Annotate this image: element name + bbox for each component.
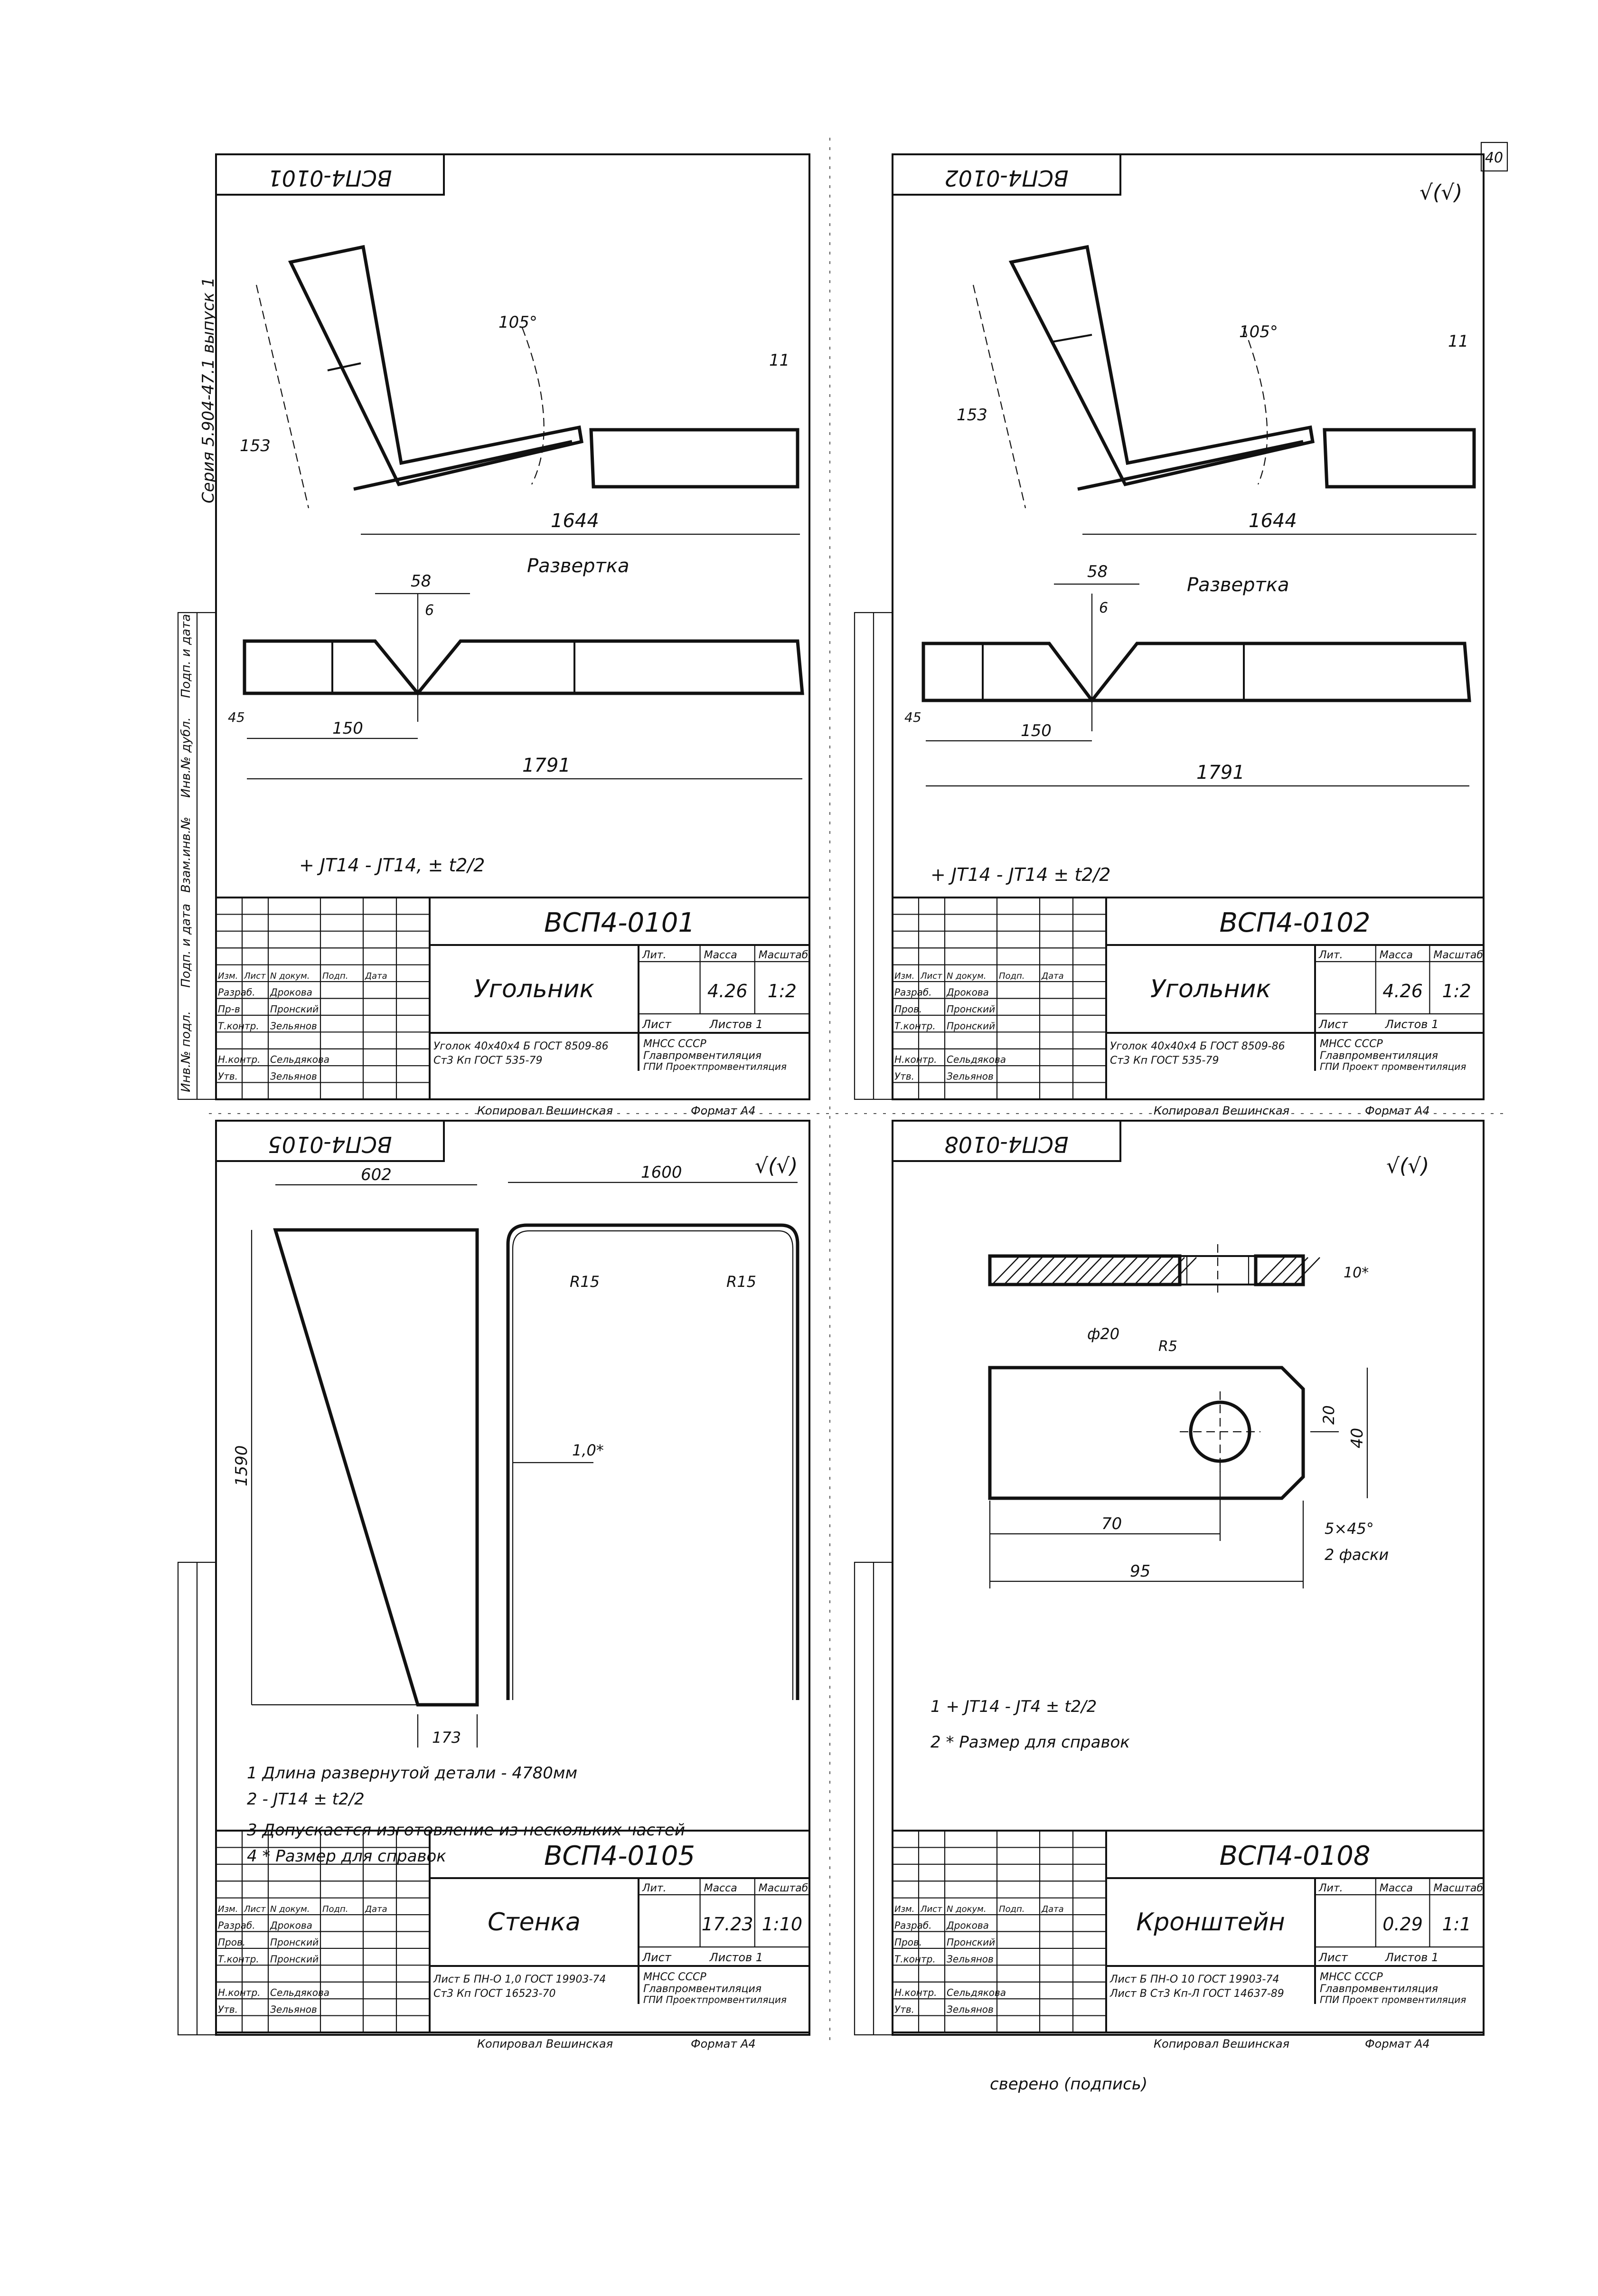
format-note: Формат А4	[1365, 2037, 1430, 2050]
dim-602: 602	[361, 1165, 392, 1184]
hatch-line	[992, 1257, 1018, 1285]
sheets-count-label: Листов 1	[1385, 1018, 1439, 1031]
staff-name: Дрокова	[947, 1919, 989, 1931]
dim-1590: 1590	[232, 1445, 251, 1486]
flat-pattern-label: Развертка	[1187, 574, 1289, 596]
staff-name: Зельянов	[947, 1953, 994, 1965]
staff-name: Зельянов	[270, 1070, 317, 1082]
title-header-cell: Изм.	[894, 1904, 915, 1915]
scale-value: 1:10	[761, 1914, 803, 1935]
org-line-1: МНСС СССР	[1320, 1971, 1383, 1983]
mirrored-code: ВСП4-0105	[268, 1132, 392, 1157]
dim-58: 58	[411, 572, 432, 591]
title-header-cell: Лист	[921, 1904, 942, 1915]
material-line-1: Уголок 40х40х4 Б ГОСТ 8509-86	[433, 1040, 609, 1052]
dim-length: 1644	[1249, 510, 1297, 532]
mass-value: 0.29	[1382, 1914, 1423, 1935]
dim-thickness: 11	[1448, 332, 1469, 351]
dim-angle: 105°	[498, 313, 537, 332]
title-header-cell: Изм.	[218, 971, 238, 982]
format-note: Формат А4	[691, 1104, 756, 1117]
note-1: 1 + JT14 - JT4 ± t2/2	[931, 1697, 1097, 1716]
staff-role: Разраб.	[894, 1919, 932, 1931]
note-3: 3 Допускается изготовление из нескольких частей	[247, 1821, 686, 1840]
title-blocks	[216, 898, 1484, 2050]
bracket-section	[990, 1244, 1303, 1296]
mass-label: Масса	[704, 949, 737, 961]
title-block	[893, 1831, 1484, 2050]
drawing-code: ВСП4-0102	[1219, 907, 1371, 938]
flat-pattern	[244, 594, 802, 779]
staff-role: Н.контр.	[218, 1054, 261, 1066]
scale-label: Масштаб	[758, 1882, 808, 1894]
hatch-line	[1040, 1257, 1066, 1285]
drawing-title: Стенка	[488, 1908, 581, 1937]
title-header-cell: Подп.	[322, 1904, 348, 1915]
mass-label: Масса	[1379, 949, 1413, 961]
dim-6: 6	[425, 602, 434, 619]
dim-45: 45	[904, 709, 921, 725]
scale-value: 1:2	[1442, 981, 1471, 1002]
staff-name: Пронский	[270, 1936, 319, 1948]
staff-role: Утв.	[218, 1070, 238, 1082]
title-header-cell: N докум.	[947, 971, 987, 982]
mass-value: 4.26	[1382, 981, 1423, 1002]
dim-leg: 153	[957, 406, 987, 425]
staff-role: Утв.	[894, 1070, 914, 1082]
staff-name: Зельянов	[947, 2003, 994, 2015]
mass-value: 4.26	[707, 981, 748, 1002]
note-2: 2 - JT14 ± t2/2	[247, 1790, 365, 1809]
sheets-count-label: Листов 1	[1385, 1951, 1439, 1964]
note-4: 4 * Размер для справок	[247, 1847, 446, 1866]
staff-role: Разраб.	[894, 986, 932, 998]
org-line-3: ГПИ Проектпромвентиляция	[643, 1061, 787, 1072]
dim-1600: 1600	[641, 1163, 682, 1182]
mirrored-code: ВСП4-0102	[944, 165, 1069, 191]
title-header-cell: N докум.	[947, 1904, 987, 1915]
section-hatch	[992, 1257, 1320, 1285]
flat-pattern	[923, 584, 1469, 786]
drawing-code: ВСП4-0108	[1219, 1841, 1371, 1871]
staff-role: Разраб.	[218, 1919, 255, 1931]
side-label-1: Подп. и дата	[179, 614, 193, 698]
scale-label: Масштаб	[758, 949, 808, 961]
staff-role: Н.контр.	[894, 1987, 937, 1999]
side-label-2: Инв.№ дубл.	[179, 717, 193, 798]
dim-150: 150	[332, 719, 363, 738]
material-line-2: Лист В Ст3 Кп-Л ГОСТ 14637-89	[1110, 1988, 1284, 2000]
org-line-2: Главпромвентиляция	[1320, 1050, 1438, 1062]
mirrored-code: ВСП4-0101	[268, 165, 392, 191]
mass-label: Масса	[1379, 1882, 1413, 1894]
title-header-cell: Лист	[244, 971, 266, 982]
tolerance-note: + JT14 - JT14, ± t2/2	[299, 855, 485, 876]
tolerance-note: + JT14 - JT14 ± t2/2	[931, 864, 1111, 885]
dim-20: 20	[1320, 1405, 1338, 1425]
copyist-note: Копировал Вешинская	[1154, 1104, 1290, 1117]
title-header-cell: Изм.	[894, 971, 915, 982]
side-label-3: Взам.инв.№	[179, 817, 193, 893]
dim-thickness: 1,0*	[572, 1441, 604, 1459]
staff-name: Зельянов	[947, 1070, 994, 1082]
staff-name: Зельянов	[270, 2003, 317, 2015]
chamfer-count: 2 фаски	[1325, 1546, 1389, 1564]
staff-name: Дрокова	[947, 986, 989, 998]
format-note: Формат А4	[1365, 1104, 1430, 1117]
dim-thickness: 11	[769, 351, 790, 370]
staff-role: Утв.	[218, 2003, 238, 2015]
note-2: 2 * Размер для справок	[931, 1733, 1130, 1752]
org-line-2: Главпромвентиляция	[643, 1983, 761, 1995]
wall-view	[252, 1185, 477, 1748]
hatch-line	[1004, 1257, 1030, 1285]
scale-label: Масштаб	[1433, 949, 1483, 961]
staff-name: Пронский	[270, 1953, 319, 1965]
title-header-cell: Лист	[244, 1904, 266, 1915]
org-line-3: ГПИ Проектпромвентиляция	[643, 1994, 787, 2005]
title-block	[893, 898, 1484, 1117]
sheet-label: Лист	[642, 1951, 671, 1964]
dim-70: 70	[1101, 1514, 1122, 1533]
hatch-line	[1147, 1257, 1173, 1285]
angle-view	[973, 247, 1476, 534]
scale-label: Масштаб	[1433, 1882, 1483, 1894]
org-line-2: Главпромвентиляция	[1320, 1983, 1438, 1995]
dim-r15-right: R15	[726, 1273, 756, 1291]
bottom-note: сверено (подпись)	[990, 2075, 1148, 2094]
staff-role: Т.контр.	[218, 1020, 259, 1032]
staff-role: Пр-в	[218, 1003, 240, 1015]
mass-value: 17.23	[701, 1914, 753, 1935]
dim-r15-left: R15	[570, 1273, 600, 1291]
hatch-line	[1063, 1257, 1090, 1285]
sheets-count-label: Листов 1	[709, 1018, 763, 1031]
dim-40: 40	[1348, 1427, 1367, 1448]
dim-hole-diameter: ф20	[1087, 1325, 1120, 1343]
hatch-line	[1075, 1257, 1101, 1285]
staff-name: Пронский	[947, 1020, 996, 1032]
staff-name: Сельдякова	[270, 1987, 330, 1999]
staff-name: Пронский	[947, 1003, 996, 1015]
mirrored-code: ВСП4-0108	[944, 1132, 1069, 1157]
dim-length: 1644	[551, 510, 599, 532]
roughness-symbol: √(√)	[1386, 1154, 1429, 1178]
title-header-cell: Подп.	[322, 971, 348, 982]
title-header-cell: Подп.	[999, 971, 1025, 982]
org-line-1: МНСС СССР	[643, 1971, 706, 1983]
hatch-line	[1052, 1257, 1078, 1285]
lit-label: Лит.	[1319, 1882, 1343, 1894]
copyist-note: Копировал Вешинская	[477, 1104, 613, 1117]
title-header-cell: Дата	[1042, 1904, 1064, 1915]
dim-angle: 105°	[1239, 322, 1278, 341]
sheet-label: Лист	[1319, 1018, 1348, 1031]
hatch-line	[1270, 1257, 1296, 1285]
staff-name: Зельянов	[270, 1020, 317, 1032]
staff-role: Пров.	[894, 1936, 922, 1948]
hatch-line	[1087, 1257, 1113, 1285]
hatch-line	[1258, 1257, 1284, 1285]
title-header-cell: Дата	[365, 971, 387, 982]
hatch-line	[1111, 1257, 1137, 1285]
staff-role: Утв.	[894, 2003, 914, 2015]
sheets-count-label: Листов 1	[709, 1951, 763, 1964]
dim-leg: 153	[240, 436, 271, 455]
title-header-cell: Подп.	[999, 1904, 1025, 1915]
material-line-2: Ст3 Кп ГОСТ 16523-70	[433, 1988, 556, 2000]
staff-role: Н.контр.	[894, 1054, 937, 1066]
roughness-symbol: √(√)	[755, 1154, 798, 1178]
mass-label: Масса	[704, 1882, 737, 1894]
scale-value: 1:2	[767, 981, 797, 1002]
staff-name: Сельдякова	[947, 1054, 1006, 1066]
drawing-title: Угольник	[1150, 975, 1271, 1003]
org-line-1: МНСС СССР	[1320, 1038, 1383, 1050]
org-line-3: ГПИ Проект промвентиляция	[1320, 1061, 1466, 1072]
copyist-note: Копировал Вешинская	[477, 2037, 613, 2050]
hatch-line	[1135, 1257, 1161, 1285]
side-label-4: Подп. и дата	[179, 903, 193, 988]
roughness-symbol: √(√)	[1419, 180, 1463, 205]
dim-150: 150	[1021, 721, 1052, 740]
staff-role: Т.контр.	[894, 1020, 936, 1032]
dim-1791: 1791	[522, 755, 571, 776]
dim-6: 6	[1099, 600, 1109, 616]
staff-name: Сельдякова	[270, 1054, 330, 1066]
staff-name: Пронский	[947, 1936, 996, 1948]
org-line-3: ГПИ Проект промвентиляция	[1320, 1994, 1466, 2005]
title-header-cell: Дата	[365, 1904, 387, 1915]
staff-role: Т.контр.	[218, 1953, 259, 1965]
material-line-1: Уголок 40х40х4 Б ГОСТ 8509-86	[1110, 1040, 1285, 1052]
dim-45: 45	[228, 709, 245, 725]
hatch-line	[1016, 1257, 1042, 1285]
hatch-line	[1294, 1257, 1320, 1285]
staff-name: Дрокова	[270, 986, 312, 998]
dim-173: 173	[432, 1729, 461, 1747]
format-note: Формат А4	[691, 2037, 756, 2050]
hatch-line	[1099, 1257, 1125, 1285]
material-line-1: Лист Б ПН-О 1,0 ГОСТ 19903-74	[433, 1974, 606, 1985]
drawing-title: Угольник	[474, 975, 594, 1003]
staff-name: Сельдякова	[947, 1987, 1006, 1999]
lit-label: Лит.	[642, 1882, 667, 1894]
bracket-plan	[990, 1368, 1367, 1588]
dim-radius: R5	[1158, 1338, 1177, 1355]
staff-role: Н.контр.	[218, 1987, 261, 1999]
org-line-2: Главпромвентиляция	[643, 1050, 761, 1062]
hatch-line	[1028, 1257, 1054, 1285]
series-note: Серия 5.904-47.1 выпуск 1	[199, 277, 218, 503]
staff-role: Т.контр.	[894, 1953, 936, 1965]
title-header-cell: Дата	[1042, 971, 1064, 982]
drawing-code: ВСП4-0101	[544, 907, 695, 938]
dim-thickness: 10*	[1344, 1265, 1369, 1281]
staff-role: Пров.	[218, 1936, 246, 1948]
lit-label: Лит.	[642, 949, 667, 961]
drawing-code: ВСП4-0105	[544, 1841, 695, 1871]
dim-chamfer: 5×45°	[1325, 1520, 1374, 1538]
material-line-2: Ст3 Кп ГОСТ 535-79	[433, 1055, 543, 1067]
title-header-cell: N докум.	[270, 971, 310, 982]
staff-name: Пронский	[270, 1003, 319, 1015]
title-header-cell: N докум.	[270, 1904, 310, 1915]
material-line-2: Ст3 Кп ГОСТ 535-79	[1110, 1055, 1219, 1067]
lit-label: Лит.	[1319, 949, 1343, 961]
flat-pattern-label: Развертка	[527, 555, 630, 577]
hatch-line	[1123, 1257, 1149, 1285]
dim-1791: 1791	[1196, 762, 1245, 784]
staff-name: Дрокова	[270, 1919, 312, 1931]
sheet-label: Лист	[1319, 1951, 1348, 1964]
wall-section	[508, 1182, 798, 1700]
drawing-title: Кронштейн	[1136, 1908, 1285, 1937]
staff-role: Пров.	[894, 1003, 922, 1015]
title-block	[216, 898, 809, 1117]
sheet-label: Лист	[642, 1018, 671, 1031]
org-line-1: МНСС СССР	[643, 1038, 706, 1050]
dim-95: 95	[1130, 1562, 1151, 1581]
title-header-cell: Лист	[921, 971, 942, 982]
hatch-line	[1170, 1257, 1196, 1285]
copyist-note: Копировал Вешинская	[1154, 2037, 1290, 2050]
material-line-1: Лист Б ПН-О 10 ГОСТ 19903-74	[1110, 1974, 1279, 1985]
note-1: 1 Длина развернутой детали - 4780мм	[247, 1764, 578, 1783]
angle-view	[256, 247, 800, 534]
side-label-5: Инв.№ подл.	[179, 1011, 193, 1092]
dim-58: 58	[1087, 562, 1108, 581]
title-header-cell: Изм.	[218, 1904, 238, 1915]
staff-role: Разраб.	[218, 986, 255, 998]
scale-value: 1:1	[1442, 1914, 1471, 1935]
page-number: 40	[1485, 150, 1504, 166]
